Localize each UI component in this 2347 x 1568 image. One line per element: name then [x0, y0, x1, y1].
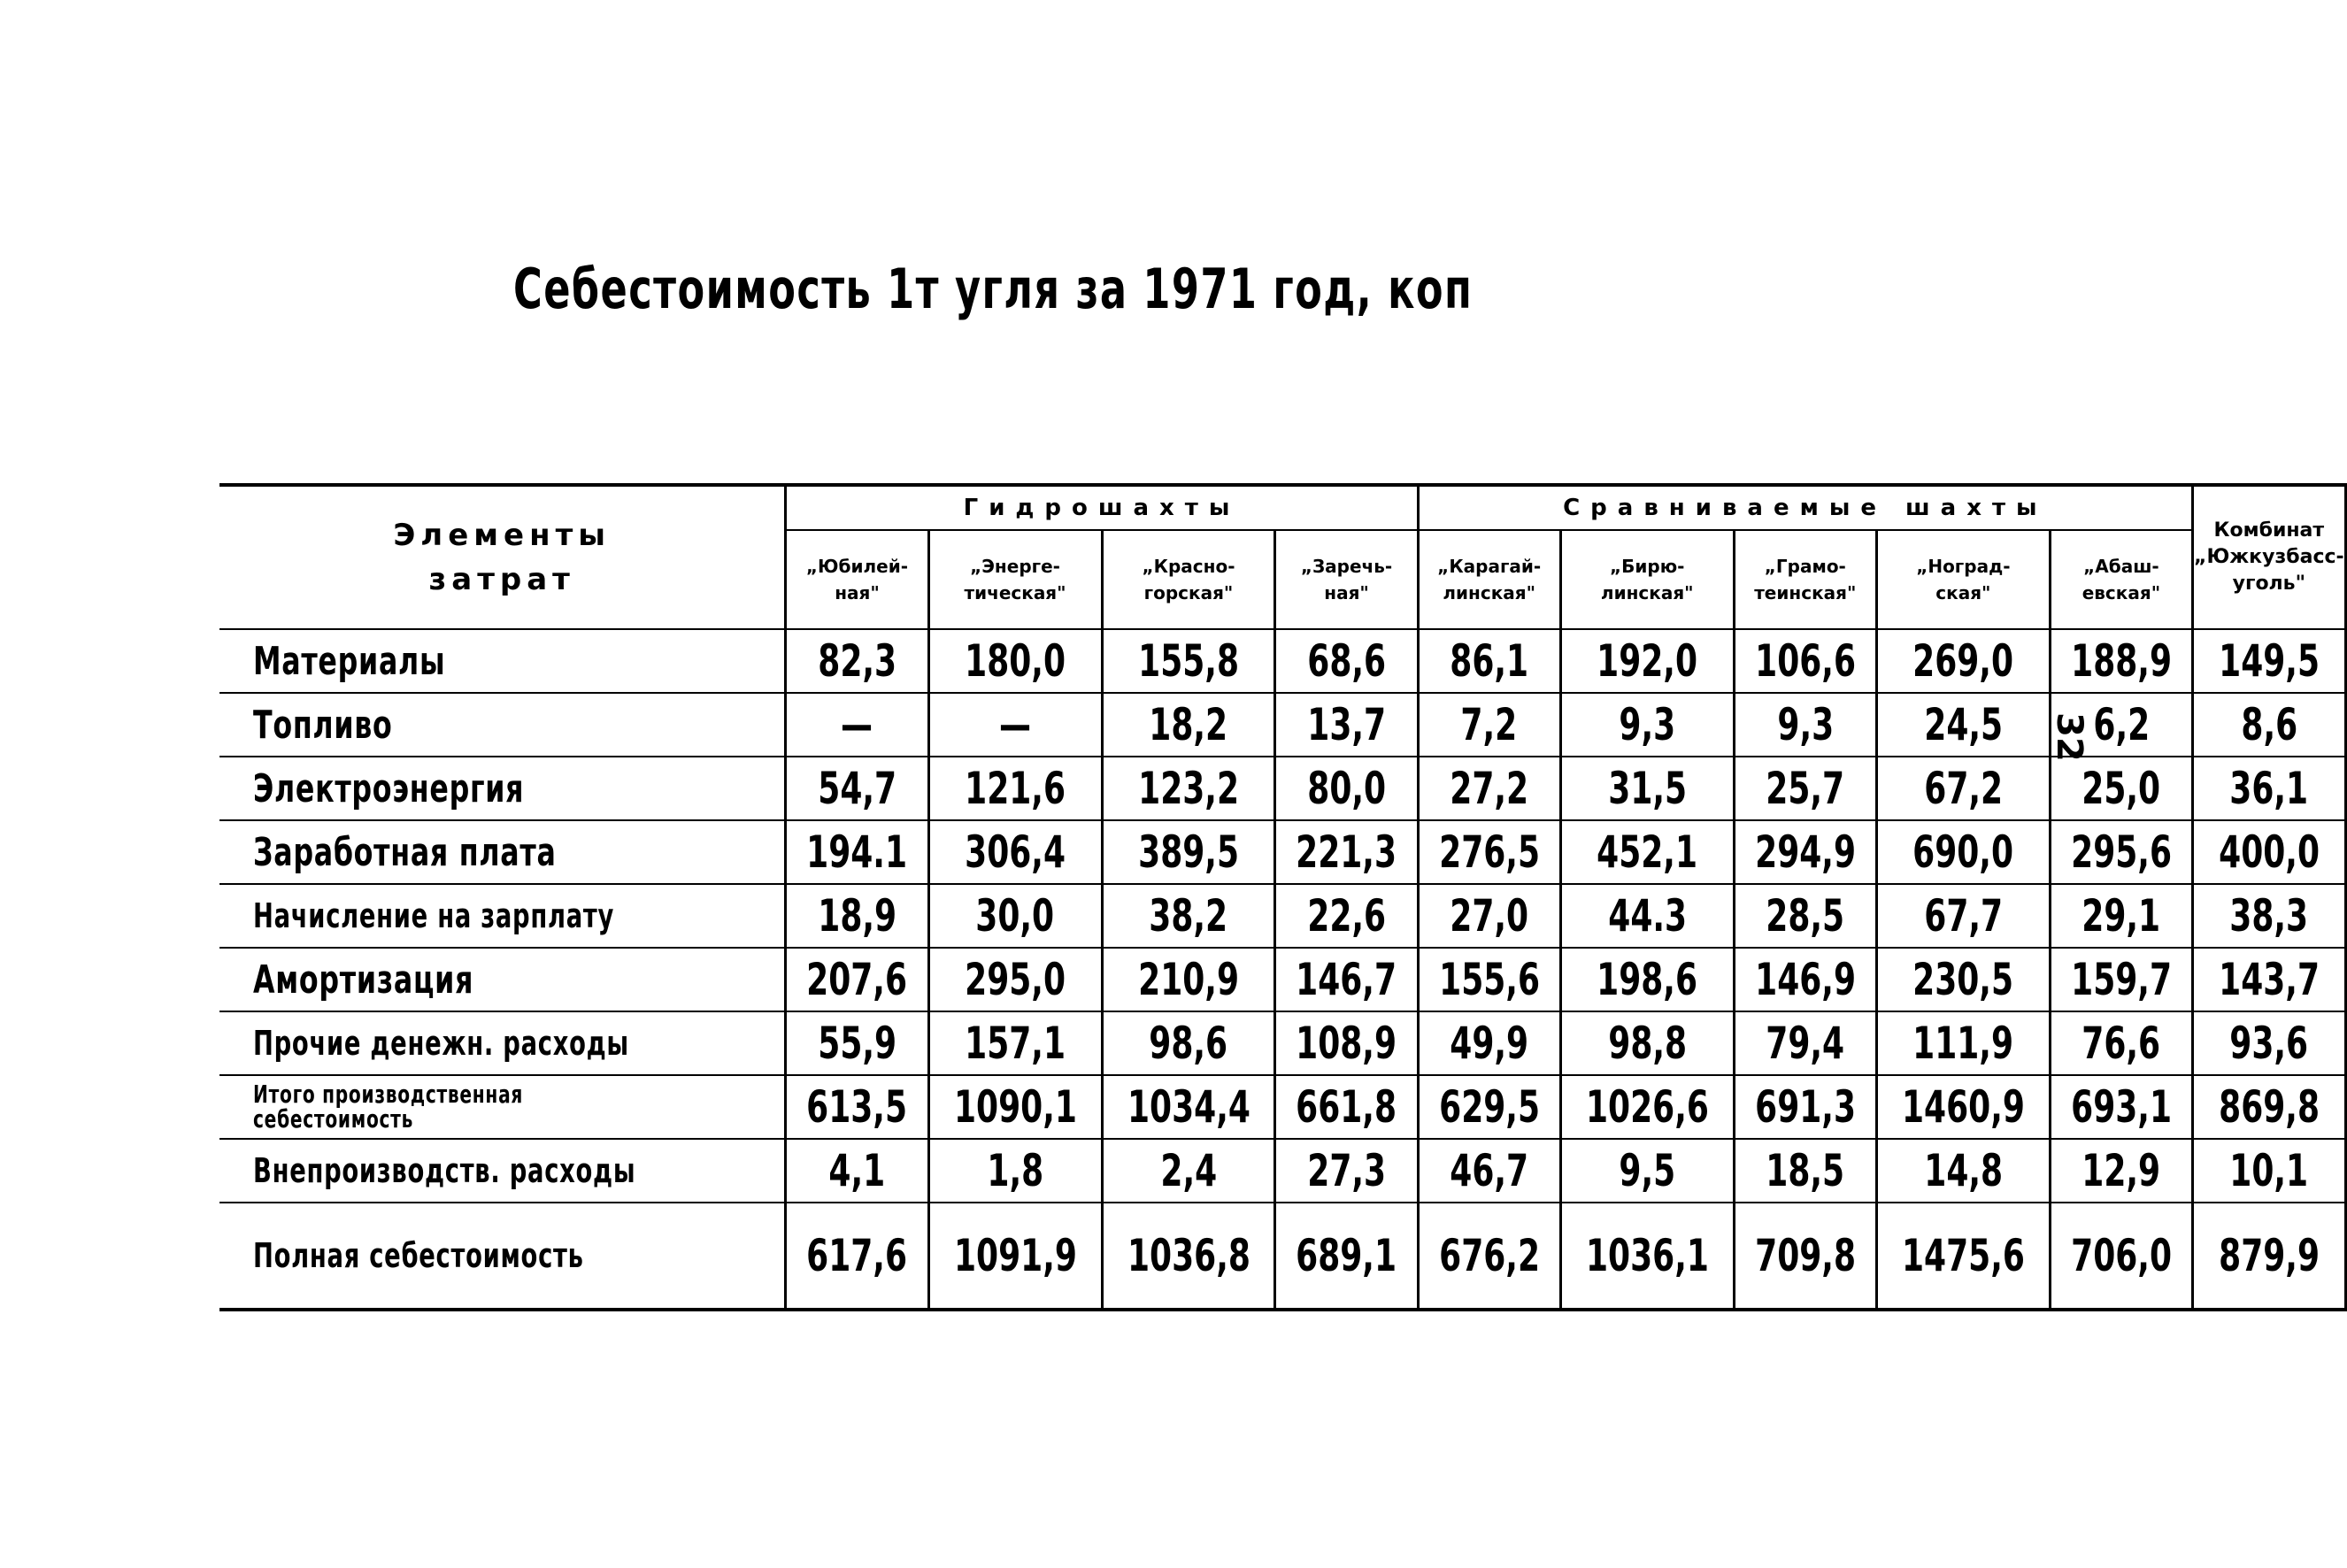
- table-cell-value: 294,9: [1754, 826, 1856, 878]
- table-cell-value: 108,9: [1296, 1018, 1397, 1069]
- table-cell: [1275, 1075, 1418, 1139]
- table-cell-value: 276,5: [1438, 826, 1540, 878]
- table-cell-value: 1034,4: [1127, 1081, 1250, 1133]
- table-cell: [1560, 1203, 1734, 1310]
- table-cell-value: 12,9: [2082, 1145, 2161, 1196]
- table-cell: [928, 757, 1102, 820]
- mine-header-line2: ная": [835, 582, 880, 603]
- table-cell: [2050, 948, 2192, 1011]
- table-cell: [1418, 948, 1560, 1011]
- row-label-text: Итого производственная себестоимость: [253, 1080, 524, 1134]
- table-cell: [1275, 693, 1418, 757]
- table-cell-value: 18,9: [818, 890, 896, 942]
- table-cell-value: 661,8: [1296, 1081, 1397, 1133]
- table-cell-value: 76,6: [2082, 1018, 2161, 1069]
- row-label-text: Прочие денежн. расходы: [253, 1024, 629, 1063]
- table-cell: [2050, 629, 2192, 693]
- combine-header-line3: уголь": [2232, 573, 2306, 595]
- table-cell-value: 8,6: [2240, 699, 2297, 750]
- table-cell-value: 25,0: [2082, 763, 2161, 814]
- table-cell: [1734, 1203, 1876, 1310]
- table-cell: [1560, 1011, 1734, 1075]
- table-cell: [1418, 693, 1560, 757]
- table-cell: [928, 820, 1102, 884]
- table-cell: [1275, 1139, 1418, 1203]
- table-cell: [928, 629, 1102, 693]
- table-cell-value: 30,0: [975, 890, 1055, 942]
- table-header-row-groups: [219, 485, 2345, 530]
- combine-header-line2: „Южкузбасс-: [2194, 546, 2344, 568]
- table-cell: [1876, 1075, 2050, 1139]
- table-cell: [1560, 629, 1734, 693]
- table-cell-value: 676,2: [1438, 1230, 1540, 1281]
- table-cell-value: 869,8: [2218, 1081, 2320, 1133]
- table-cell: [786, 1011, 928, 1075]
- mine-header-line1: „Грамо-: [1764, 556, 1846, 577]
- table-cell: [1275, 629, 1418, 693]
- table-row: [219, 757, 2345, 820]
- mine-header: [1560, 530, 1734, 629]
- mine-header-line2: теинская": [1754, 582, 1857, 603]
- table-cell: [1418, 757, 1560, 820]
- table-cell-value: 879,9: [2218, 1230, 2320, 1281]
- table-cell: [1102, 820, 1275, 884]
- table-cell: [1876, 948, 2050, 1011]
- table-cell: [1418, 820, 1560, 884]
- table-cell-value: 55,9: [818, 1018, 896, 1069]
- table-cell-value: 269,0: [1912, 635, 2014, 687]
- table-row: [219, 1011, 2345, 1075]
- mine-header-line1: „Энерге-: [970, 556, 1060, 577]
- table-cell: [2193, 820, 2346, 884]
- mine-header-line1: „Абаш-: [2083, 556, 2159, 577]
- table-cell: [1876, 757, 2050, 820]
- table-cell: [1418, 1075, 1560, 1139]
- table-cell: [1418, 1139, 1560, 1203]
- table-cell: [1734, 1075, 1876, 1139]
- table-cell-value: 155,8: [1138, 635, 1239, 687]
- table-cell: [928, 1011, 1102, 1075]
- table-cell: [1102, 948, 1275, 1011]
- mine-header-line2: горская": [1143, 582, 1234, 603]
- table-cell: [1734, 948, 1876, 1011]
- table-cell-value: 1460,9: [1901, 1081, 2025, 1133]
- row-label-text: Амортизация: [253, 957, 474, 1003]
- table-cell-value: —: [999, 699, 1032, 750]
- table-cell-value: 1090,1: [953, 1081, 1077, 1133]
- table-cell: [1275, 1011, 1418, 1075]
- table-cell: [928, 1203, 1102, 1310]
- table-cell: [1734, 629, 1876, 693]
- group-header-hydro: Гидрошахты: [786, 485, 1418, 530]
- table-cell: [786, 629, 928, 693]
- table-cell-value: 146,9: [1754, 954, 1856, 1005]
- table-cell-value: 9,5: [1619, 1145, 1676, 1196]
- table-cell-value: 29,1: [2082, 890, 2161, 942]
- table-cell: [928, 884, 1102, 948]
- table-cell-value: 106,6: [1754, 635, 1856, 687]
- table-cell-value: 86,1: [1450, 635, 1529, 687]
- table-cell: [1560, 884, 1734, 948]
- table-cell: [786, 820, 928, 884]
- table-cell-value: 389,5: [1138, 826, 1239, 878]
- table-cell: [1734, 820, 1876, 884]
- table-cell: [2050, 1075, 2192, 1139]
- mine-header: [1102, 530, 1275, 629]
- table-row: [219, 693, 2345, 757]
- table-cell-value: 44.3: [1607, 890, 1687, 942]
- table-cell-value: 14,8: [1923, 1145, 2003, 1196]
- table-cell-value: 1475,6: [1901, 1230, 2025, 1281]
- row-label: [219, 693, 786, 757]
- row-label-text: Полная себестоимость: [253, 1236, 584, 1275]
- table-cell: [1876, 693, 2050, 757]
- table-cell: [786, 1139, 928, 1203]
- table-cell: [1275, 820, 1418, 884]
- table-cell-value: 157,1: [965, 1018, 1066, 1069]
- table-cell-value: 36,1: [2229, 763, 2309, 814]
- mine-header-line1: „Бирю-: [1610, 556, 1685, 577]
- mine-header: [1876, 530, 2050, 629]
- table-cell-value: 46,7: [1450, 1145, 1529, 1196]
- table-cell: [2193, 1075, 2346, 1139]
- table-cell: [1275, 884, 1418, 948]
- table-cell: [1734, 1011, 1876, 1075]
- table-cell-value: 67,7: [1923, 890, 2003, 942]
- table-cell: [2193, 948, 2346, 1011]
- table-cell: [928, 693, 1102, 757]
- table-cell: [1734, 693, 1876, 757]
- table-cell-value: 709,8: [1754, 1230, 1856, 1281]
- table-cell-value: 155,6: [1438, 954, 1540, 1005]
- table-cell: [1560, 820, 1734, 884]
- table-cell-value: 27,2: [1450, 763, 1529, 814]
- table-cell-value: 693,1: [2070, 1081, 2172, 1133]
- table-cell-value: 192,0: [1597, 635, 1698, 687]
- table-cell-value: 617,6: [806, 1230, 908, 1281]
- table-cell-value: 198,6: [1597, 954, 1698, 1005]
- table-cell-value: 10,1: [2229, 1145, 2309, 1196]
- elements-header-line2: затрат: [428, 562, 575, 597]
- table-cell: [1102, 1203, 1275, 1310]
- table-cell: [2193, 1011, 2346, 1075]
- table-cell: [928, 1139, 1102, 1203]
- table-cell-value: 1036,8: [1127, 1230, 1250, 1281]
- table-cell-value: 180,0: [965, 635, 1066, 687]
- mine-header: [786, 530, 928, 629]
- table-cell: [1876, 1011, 2050, 1075]
- table-cell-value: 143,7: [2218, 954, 2320, 1005]
- table-cell: [1102, 757, 1275, 820]
- table-cell-value: 159,7: [2070, 954, 2172, 1005]
- table-cell-value: 9,3: [1619, 699, 1676, 750]
- table-cell-value: 295,6: [2070, 826, 2172, 878]
- table-cell: [786, 948, 928, 1011]
- table-cell-value: 121,6: [965, 763, 1066, 814]
- table-cell: [1876, 820, 2050, 884]
- table-cell: [1102, 1139, 1275, 1203]
- row-label: [219, 629, 786, 693]
- group-header-compared: Сравниваемые шахты: [1418, 485, 2192, 530]
- row-label-text: Заработная плата: [253, 829, 557, 875]
- table-cell-value: 7,2: [1460, 699, 1518, 750]
- mine-header-line1: „Заречь-: [1300, 556, 1393, 577]
- table-row: [219, 1139, 2345, 1203]
- table-cell: [1418, 1203, 1560, 1310]
- row-label: [219, 757, 786, 820]
- table-cell: [786, 884, 928, 948]
- table-cell-value: 1091,9: [953, 1230, 1077, 1281]
- mine-header-line2: ная": [1324, 582, 1369, 603]
- table-cell-value: 22,6: [1307, 890, 1386, 942]
- table-cell-value: 68,6: [1307, 635, 1386, 687]
- table-row: [219, 884, 2345, 948]
- table-cell-value: 221,3: [1296, 826, 1397, 878]
- row-label: [219, 1203, 786, 1310]
- row-label-text: Внепроизводств. расходы: [253, 1151, 636, 1190]
- table-cell: [2193, 1139, 2346, 1203]
- combine-header: [2193, 485, 2346, 629]
- table-cell: [1560, 1075, 1734, 1139]
- table-cell-value: 24,5: [1923, 699, 2003, 750]
- table-cell: [1560, 693, 1734, 757]
- table-body: [219, 629, 2345, 1310]
- table-cell: [1876, 1203, 2050, 1310]
- table-cell: [1275, 948, 1418, 1011]
- table-cell-value: 295,0: [965, 954, 1066, 1005]
- mine-header: [1418, 530, 1560, 629]
- table-cell: [1275, 1203, 1418, 1310]
- table-cell-value: 80,0: [1307, 763, 1386, 814]
- table-cell: [2193, 884, 2346, 948]
- table-cell: [786, 1203, 928, 1310]
- table-cell: [1734, 1139, 1876, 1203]
- row-label: [219, 1011, 786, 1075]
- table-cell-value: 54,7: [818, 763, 896, 814]
- table-cell-value: 9,3: [1776, 699, 1834, 750]
- document-title: Себестоимость 1т угля за 1971 год, коп: [513, 257, 1474, 321]
- table-cell: [2050, 820, 2192, 884]
- table-cell: [1418, 629, 1560, 693]
- table-cell-value: 2,4: [1160, 1145, 1217, 1196]
- table-cell: [2050, 757, 2192, 820]
- table-cell-value: 27,0: [1450, 890, 1529, 942]
- table-cell-value: 93,6: [2229, 1018, 2309, 1069]
- table-cell: [1876, 629, 2050, 693]
- table-cell: [2193, 1203, 2346, 1310]
- table-cell: [1876, 1139, 2050, 1203]
- table-cell: [1418, 1011, 1560, 1075]
- table-cell: [1102, 1075, 1275, 1139]
- table-cell-value: 28,5: [1766, 890, 1845, 942]
- table-cell-value: 188,9: [2070, 635, 2172, 687]
- table-cell: [2193, 629, 2346, 693]
- table-cell-value: 230,5: [1912, 954, 2014, 1005]
- mine-header-line1: „Ноград-: [1916, 556, 2011, 577]
- table-cell-value: 18,5: [1766, 1145, 1845, 1196]
- table-row: [219, 1075, 2345, 1139]
- mine-header: [2050, 530, 2192, 629]
- table-cell-value: 67,2: [1923, 763, 2003, 814]
- table-cell: [928, 948, 1102, 1011]
- table-cell: [786, 1075, 928, 1139]
- row-label: [219, 884, 786, 948]
- table-cell: [2050, 1011, 2192, 1075]
- table-cell-value: 98,6: [1149, 1018, 1228, 1069]
- table-row: [219, 1203, 2345, 1310]
- table-cell-value: 27,3: [1307, 1145, 1386, 1196]
- table-cell: [928, 1075, 1102, 1139]
- table-cell-value: 146,7: [1296, 954, 1397, 1005]
- row-label-text: Материалы: [253, 638, 446, 684]
- table-cell-value: 38,2: [1149, 890, 1228, 942]
- table-cell: [1560, 757, 1734, 820]
- table-cell: [2050, 1139, 2192, 1203]
- row-label: [219, 820, 786, 884]
- mine-header-line2: ская": [1935, 582, 1991, 603]
- page-number: 32: [2048, 712, 2089, 762]
- table-cell: [2193, 693, 2346, 757]
- table-cell: [1275, 757, 1418, 820]
- table-cell-value: 706,0: [2070, 1230, 2172, 1281]
- row-label: [219, 1139, 786, 1203]
- table-cell-value: 6,2: [2093, 699, 2150, 750]
- table-row: [219, 948, 2345, 1011]
- mine-header-line1: „Карагай-: [1437, 556, 1542, 577]
- table-cell: [1102, 629, 1275, 693]
- table-cell: [1102, 693, 1275, 757]
- table-cell-value: 194.1: [806, 826, 908, 878]
- table-cell-value: 1,8: [987, 1145, 1043, 1196]
- table-cell-value: 690,0: [1912, 826, 2014, 878]
- table-cell-value: 111,9: [1912, 1018, 2014, 1069]
- table-cell-value: 31,5: [1607, 763, 1687, 814]
- table-cell-value: 98,8: [1607, 1018, 1687, 1069]
- table-cell: [1102, 1011, 1275, 1075]
- table-cell-value: 38,3: [2229, 890, 2309, 942]
- mine-header: [928, 530, 1102, 629]
- table-cell: [786, 757, 928, 820]
- table-cell: [1734, 757, 1876, 820]
- combine-header-line1: Комбинат: [2213, 519, 2325, 542]
- table-cell-value: 49,9: [1450, 1018, 1529, 1069]
- row-label-text: Начисление на зарплату: [253, 896, 615, 935]
- row-label: [219, 1075, 786, 1139]
- cost-table: [219, 483, 2347, 1311]
- table-cell: [786, 693, 928, 757]
- table-cell-value: 400,0: [2218, 826, 2320, 878]
- row-label-text: Топливо: [253, 702, 393, 748]
- table-cell: [2050, 1203, 2192, 1310]
- table-cell-value: 306,4: [965, 826, 1066, 878]
- table-cell-value: 1036,1: [1585, 1230, 1709, 1281]
- table-cell: [2050, 884, 2192, 948]
- table-cell-value: 18,2: [1149, 699, 1228, 750]
- mine-header-line2: линская": [1443, 582, 1536, 603]
- table-cell-value: 25,7: [1766, 763, 1845, 814]
- table-cell-value: 613,5: [806, 1081, 908, 1133]
- table-cell-value: 1026,6: [1585, 1081, 1709, 1133]
- table-cell: [1418, 884, 1560, 948]
- mine-header-line2: линская": [1600, 582, 1694, 603]
- table-row: [219, 820, 2345, 884]
- table-cell-value: 123,2: [1138, 763, 1239, 814]
- table-cell-value: 629,5: [1438, 1081, 1540, 1133]
- table-cell-value: 4,1: [828, 1145, 886, 1196]
- table-cell: [1734, 884, 1876, 948]
- elements-header-line1: Элементы: [393, 518, 612, 553]
- mine-header-line1: „Юбилей-: [805, 556, 909, 577]
- table-cell: [1560, 948, 1734, 1011]
- table-cell-value: 452,1: [1597, 826, 1698, 878]
- table-cell-value: —: [841, 699, 873, 750]
- table-cell-value: 210,9: [1138, 954, 1239, 1005]
- table-cell: [1876, 884, 2050, 948]
- table-cell-value: 207,6: [806, 954, 908, 1005]
- table-cell: [2193, 757, 2346, 820]
- table-cell-value: 82,3: [818, 635, 896, 687]
- table-cell: [2050, 693, 2192, 757]
- table-cell-value: 691,3: [1754, 1081, 1856, 1133]
- row-label: [219, 948, 786, 1011]
- table-cell-value: 149,5: [2218, 635, 2320, 687]
- mine-header: [1275, 530, 1418, 629]
- mine-header-line1: „Красно-: [1142, 556, 1235, 577]
- elements-header: [219, 485, 786, 629]
- table-row: [219, 629, 2345, 693]
- row-label-text: Электроэнергия: [253, 765, 525, 811]
- table-cell-value: 13,7: [1307, 699, 1386, 750]
- table-cell-value: 79,4: [1766, 1018, 1845, 1069]
- table-cell-value: 689,1: [1296, 1230, 1397, 1281]
- table-cell: [1102, 884, 1275, 948]
- table-cell: [1560, 1139, 1734, 1203]
- mine-header-line2: тическая": [964, 582, 1066, 603]
- mine-header-line2: евская": [2082, 582, 2161, 603]
- mine-header: [1734, 530, 1876, 629]
